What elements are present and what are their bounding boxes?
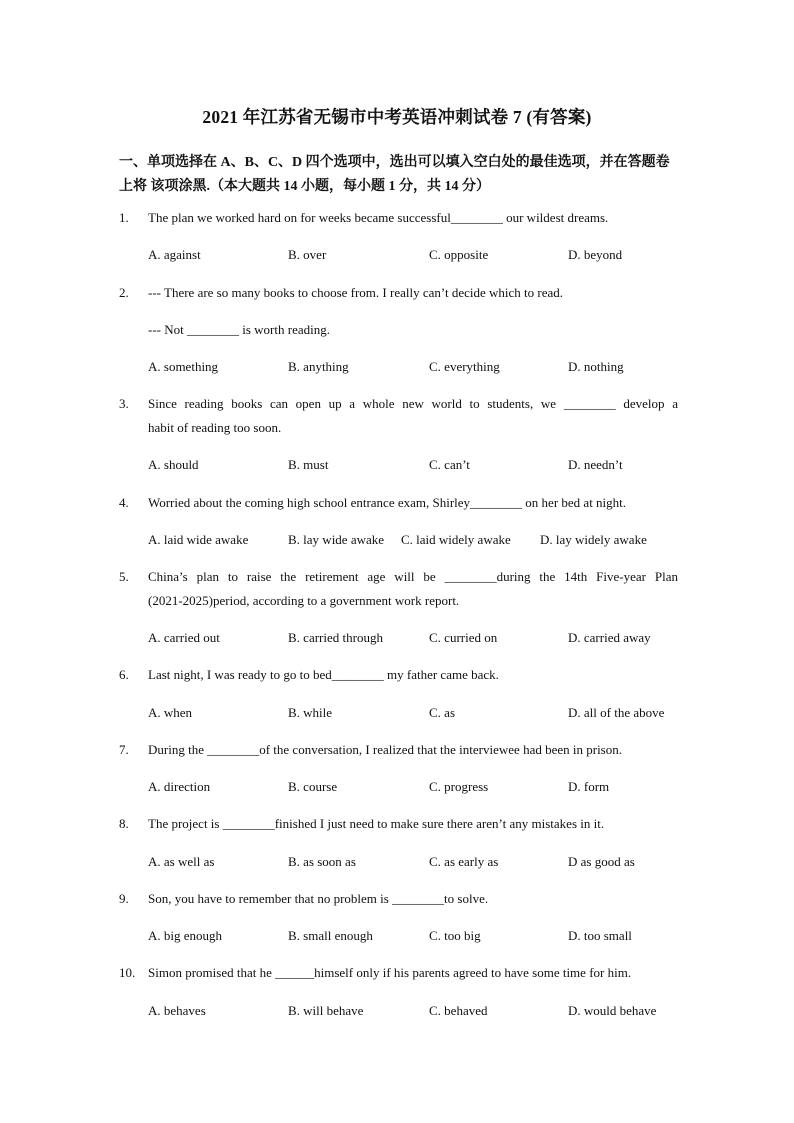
question-5 <box>119 565 679 613</box>
option-c[interactable]: C. everything <box>429 359 500 374</box>
option-a[interactable]: A. laid wide awake <box>148 532 249 547</box>
option-a[interactable]: A. against <box>148 247 201 262</box>
question-text: habit of reading too soon. <box>148 420 282 435</box>
option-b[interactable]: B. course <box>288 779 338 794</box>
question-number: 3. <box>119 396 129 411</box>
option-d[interactable]: D. needn’t <box>568 457 623 472</box>
question-10-options <box>148 1001 688 1021</box>
question-9-options <box>148 926 688 946</box>
option-c[interactable]: C. opposite <box>429 247 489 262</box>
option-d[interactable]: D as good as <box>568 854 635 869</box>
question-number: 6. <box>119 667 129 682</box>
option-d[interactable]: D. nothing <box>568 359 624 374</box>
option-d[interactable]: D. form <box>568 779 610 794</box>
option-c[interactable]: C. curried on <box>429 630 498 645</box>
question-10 <box>119 961 679 985</box>
option-c[interactable]: C. progress <box>429 779 489 794</box>
option-a[interactable]: A. carried out <box>148 630 220 645</box>
option-c[interactable]: C. as early as <box>429 854 499 869</box>
option-c[interactable]: C. laid widely awake <box>401 532 511 547</box>
question-text: The plan we worked hard on for weeks became successful________ our wildest dreams. <box>148 210 609 225</box>
question-1 <box>119 206 679 230</box>
question-1-options <box>148 245 688 265</box>
option-a[interactable]: A. big enough <box>148 928 223 943</box>
question-text: Simon promised that he ______himself only if his parents agreed to have some time for him. <box>148 965 632 980</box>
option-b[interactable]: B. while <box>288 705 333 720</box>
option-b[interactable]: B. small enough <box>288 928 373 943</box>
question-6 <box>119 663 679 687</box>
option-a[interactable]: A. as well as <box>148 854 215 869</box>
option-d[interactable]: D. lay widely awake <box>540 532 647 547</box>
question-3 <box>119 392 679 440</box>
question-2 <box>119 281 679 305</box>
option-b[interactable]: B. as soon as <box>288 854 356 869</box>
option-a[interactable]: A. when <box>148 705 193 720</box>
option-d[interactable]: D. carried away <box>568 630 651 645</box>
option-a[interactable]: A. direction <box>148 779 211 794</box>
option-b[interactable]: B. carried through <box>288 630 383 645</box>
question-text: The project is ________finished I just need to make sure there aren’t any mistakes in it. <box>148 816 605 831</box>
option-c[interactable]: C. as <box>429 705 455 720</box>
question-text: Since reading books can open up a whole new world to students, we ________ develop a <box>148 396 678 411</box>
option-c[interactable]: C. too big <box>429 928 481 943</box>
question-6-options <box>148 703 688 723</box>
option-d[interactable]: D. beyond <box>568 247 623 262</box>
option-b[interactable]: B. must <box>288 457 329 472</box>
option-b[interactable]: B. anything <box>288 359 349 374</box>
section-instructions-line: 上将 该项涂黑.（本大题共 14 小题，每小题 1 分，共 14 分） <box>119 179 490 194</box>
option-c[interactable]: C. can’t <box>429 457 470 472</box>
question-number: 8. <box>119 816 129 831</box>
question-text: Son, you have to remember that no problem is ________to solve. <box>148 891 489 906</box>
question-text: --- Not ________ is worth reading. <box>148 322 330 337</box>
question-5-options <box>148 628 688 648</box>
question-text: (2021-2025)period, according to a government work report. <box>148 593 460 608</box>
question-2-options <box>148 357 688 377</box>
question-number: 9. <box>119 891 129 906</box>
question-8-options <box>148 852 688 872</box>
question-3-options <box>148 455 688 475</box>
question-text: --- There are so many books to choose from. I really can’t decide which to read. <box>148 285 564 300</box>
question-8 <box>119 812 679 836</box>
question-number: 10. <box>119 965 136 980</box>
question-number: 4. <box>119 495 129 510</box>
section-instructions-line: 一、单项选择在 A、B、C、D 四个选项中，选出可以填入空白处的最佳选项，并在答题卷 <box>119 155 670 170</box>
question-4 <box>119 491 679 515</box>
option-d[interactable]: D. would behave <box>568 1003 657 1018</box>
question-text: Worried about the coming high school entrance exam, Shirley________ on her bed at night. <box>148 495 627 510</box>
option-c[interactable]: C. behaved <box>429 1003 488 1018</box>
option-b[interactable]: B. over <box>288 247 327 262</box>
option-b[interactable]: B. will behave <box>288 1003 364 1018</box>
page-title: 2021 年江苏省无锡市中考英语冲刺试卷 7 (有答案) <box>202 107 592 127</box>
option-d[interactable]: D. all of the above <box>568 705 665 720</box>
question-4-options <box>148 530 688 550</box>
question-text: China’s plan to raise the retirement age will be ________during the 14th Five-year Plan <box>148 569 678 584</box>
question-number: 7. <box>119 742 129 757</box>
question-number: 5. <box>119 569 129 584</box>
question-number: 2. <box>119 285 129 300</box>
question-7 <box>119 738 679 762</box>
option-a[interactable]: A. behaves <box>148 1003 206 1018</box>
section-instructions <box>119 151 679 199</box>
option-a[interactable]: A. should <box>148 457 199 472</box>
option-d[interactable]: D. too small <box>568 928 632 943</box>
question-7-options <box>148 777 688 797</box>
question-number: 1. <box>119 210 129 225</box>
question-text: Last night, I was ready to go to bed________ my father came back. <box>148 667 499 682</box>
option-b[interactable]: B. lay wide awake <box>288 532 385 547</box>
question-2-line-2 <box>119 318 679 342</box>
question-text: During the ________of the conversation, I realized that the interviewee had been in prison. <box>148 742 622 757</box>
option-a[interactable]: A. something <box>148 359 219 374</box>
question-9 <box>119 887 679 911</box>
